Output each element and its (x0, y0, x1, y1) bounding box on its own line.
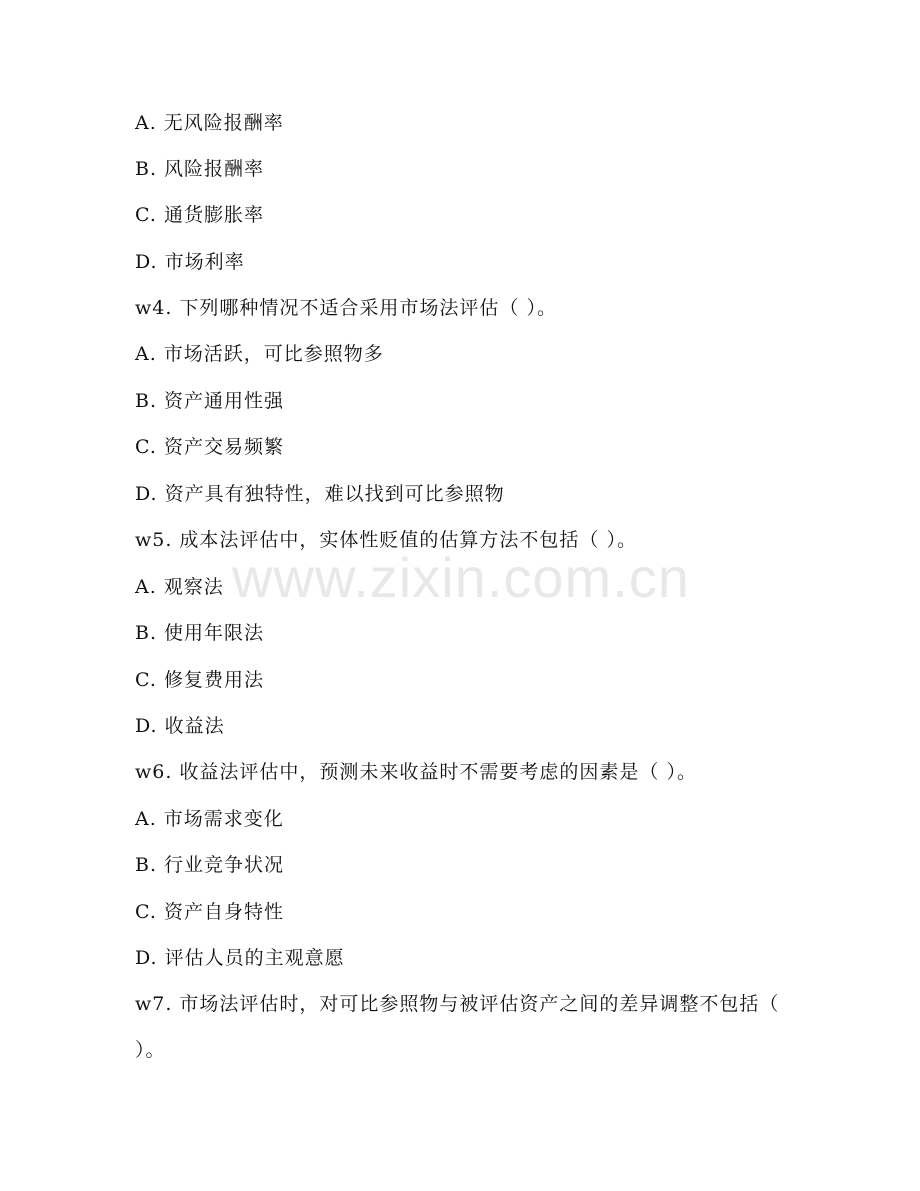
q6-option-a: A. 市场需求变化 (135, 808, 284, 830)
q6-stem: w6. 收益法评估中，预测未来收益时不需要考虑的因素是（ ）。 (135, 761, 697, 783)
q5-stem: w5. 成本法评估中，实体性贬值的估算方法不包括（ ）。 (135, 529, 637, 551)
q5-option-a: A. 观察法 (135, 576, 224, 598)
q7-stem: w7. 市场法评估时，对可比参照物与被评估资产之间的差异调整不包括（ ）。 (135, 993, 780, 1061)
q6-option-d: D. 评估人员的主观意愿 (135, 947, 345, 969)
q3-option-a: A. 无风险报酬率 (135, 112, 284, 134)
q4-option-c: C. 资产交易频繁 (135, 436, 284, 458)
q5-option-d: D. 收益法 (135, 715, 225, 737)
q3-option-d: D. 市场利率 (135, 251, 245, 273)
q3-option-b: B. 风险报酬率 (135, 158, 265, 180)
q4-option-a: A. 市场活跃，可比参照物多 (135, 343, 384, 365)
q6-option-c: C. 资产自身特性 (135, 901, 284, 923)
watermark: www.zixin.com.cn (232, 546, 690, 609)
q6-option-b: B. 行业竞争状况 (135, 854, 285, 876)
q3-option-c: C. 通货膨胀率 (135, 204, 264, 226)
q4-stem: w4. 下列哪种情况不适合采用市场法评估（ ）。 (135, 297, 557, 319)
q4-option-d: D. 资产具有独特性，难以找到可比参照物 (135, 483, 505, 505)
q5-option-b: B. 使用年限法 (135, 622, 265, 644)
q5-option-c: C. 修复费用法 (135, 669, 264, 691)
q4-option-b: B. 资产通用性强 (135, 390, 285, 412)
